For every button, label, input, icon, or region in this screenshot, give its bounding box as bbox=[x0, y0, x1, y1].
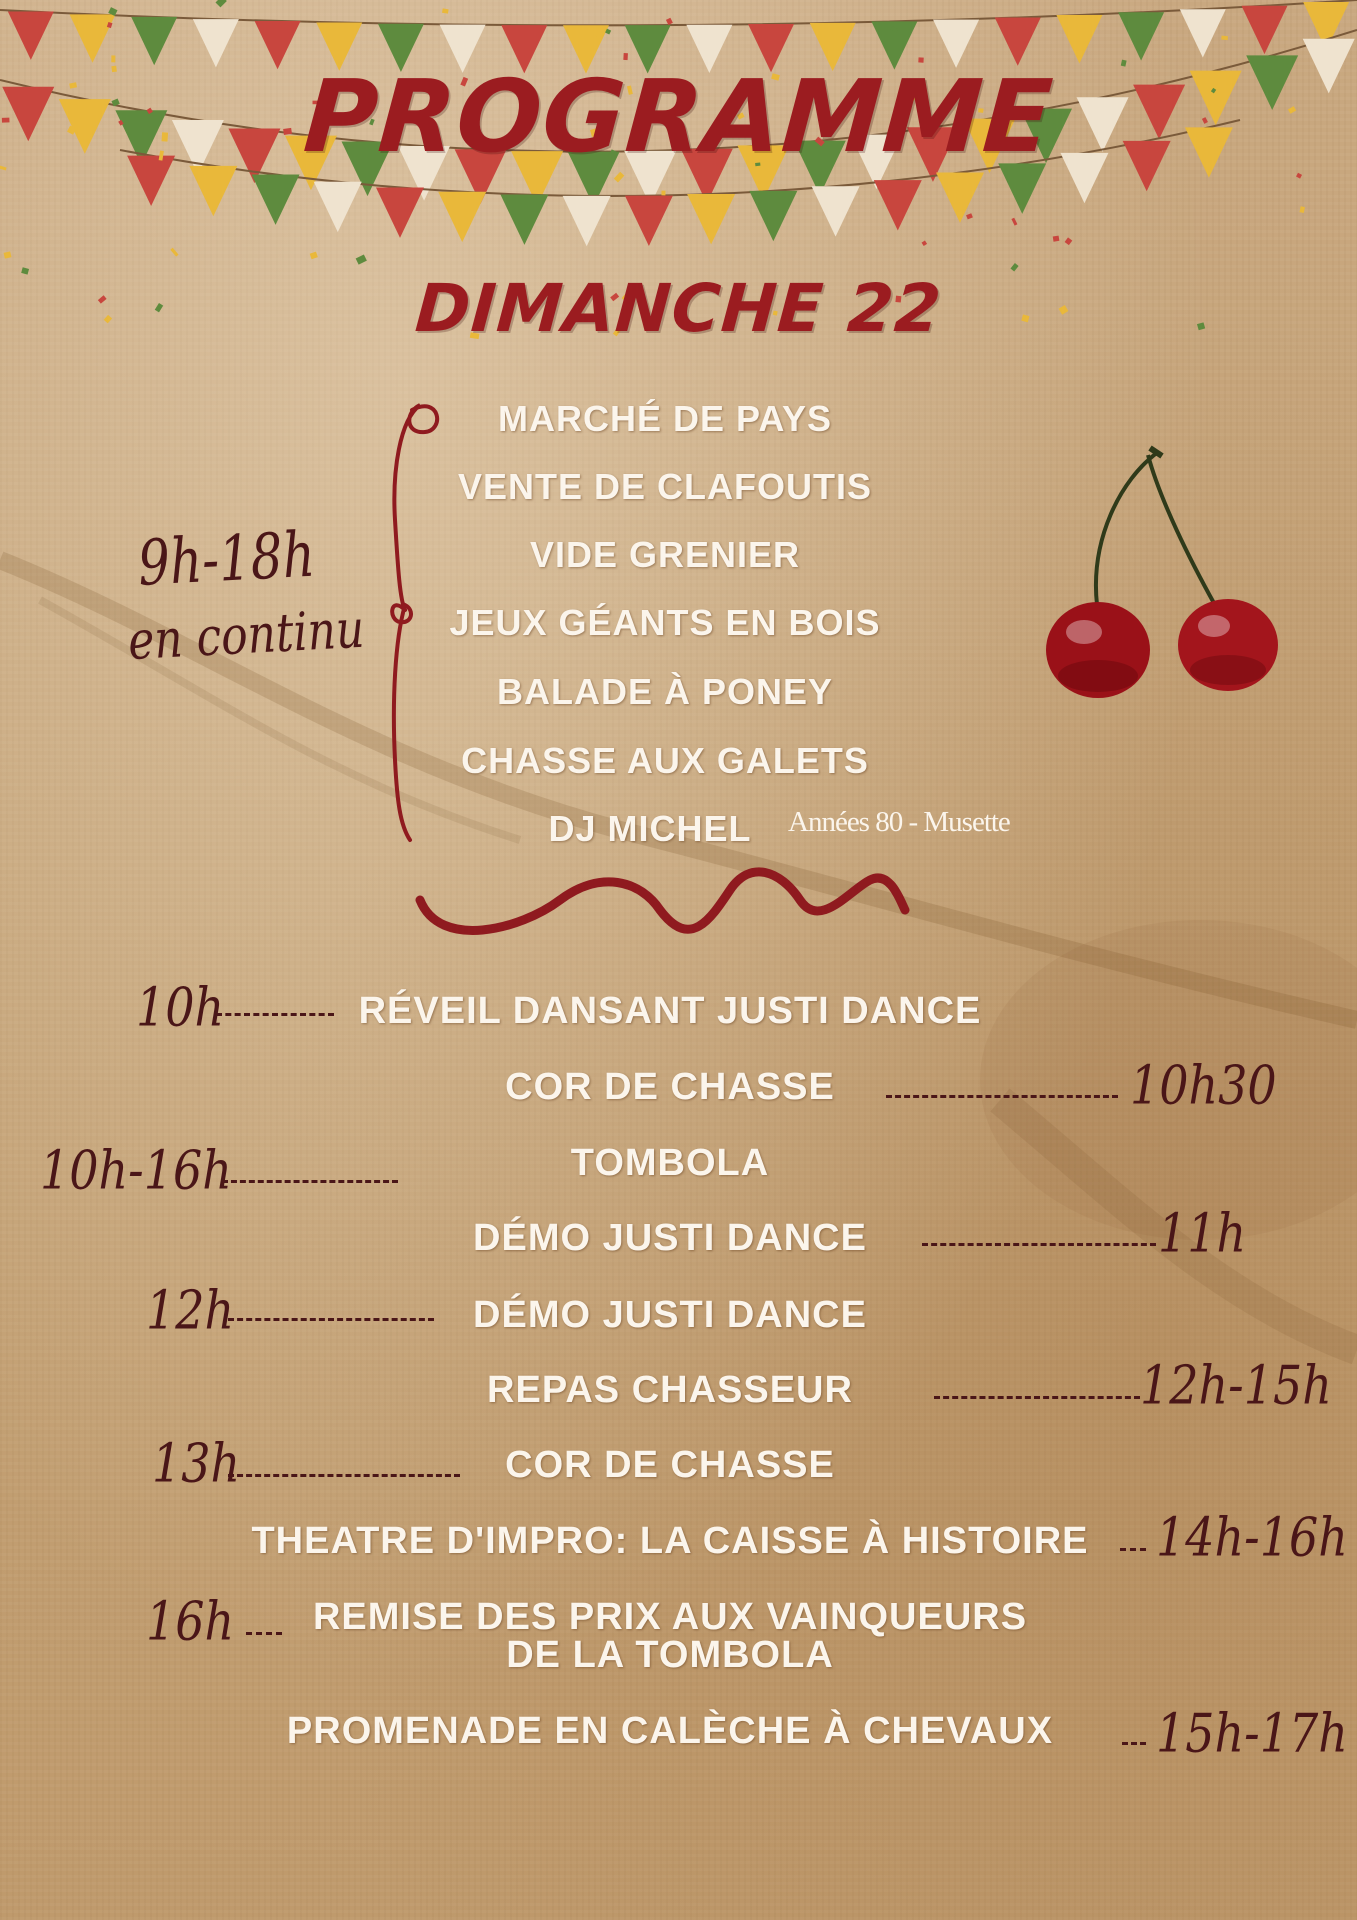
schedule-label: THEATRE D'IMPRO: LA CAISSE À HISTOIRE bbox=[251, 1520, 1089, 1562]
wave-divider-icon bbox=[420, 872, 905, 931]
activity-item: JEUX GÉANTS EN BOIS bbox=[449, 602, 881, 643]
continuous-note: en continu bbox=[126, 598, 366, 673]
schedule-label: COR DE CHASSE bbox=[505, 1066, 835, 1108]
schedule-time: 13h bbox=[152, 1431, 241, 1495]
page-title: PROGRAMME bbox=[300, 58, 1057, 175]
schedule-time: 14h-16h bbox=[1156, 1505, 1348, 1569]
dj-subtitle: Années 80 - Musette bbox=[788, 806, 1010, 838]
schedule-time: 12h bbox=[146, 1278, 235, 1342]
activity-item: MARCHÉ DE PAYS bbox=[497, 398, 833, 439]
activity-item: CHASSE AUX GALETS bbox=[461, 740, 869, 781]
activity-item: VIDE GRENIER bbox=[529, 534, 801, 575]
schedule-time: 12h-15h bbox=[1140, 1353, 1332, 1417]
schedule-label: RÉVEIL DANSANT JUSTI DANCE bbox=[358, 990, 982, 1032]
schedule-time: 10h-16h bbox=[40, 1138, 232, 1202]
schedule-time: 15h-17h bbox=[1156, 1701, 1348, 1765]
cherries-icon bbox=[1046, 448, 1278, 698]
schedule-label: TOMBOLA bbox=[570, 1142, 770, 1184]
schedule-label-line2: DE LA TOMBOLA bbox=[506, 1634, 834, 1676]
continuous-time: 9h-18h bbox=[136, 518, 317, 600]
schedule-label: COR DE CHASSE bbox=[505, 1444, 835, 1486]
schedule-label: PROMENADE EN CALÈCHE À CHEVAUX bbox=[286, 1710, 1054, 1752]
activity-item: VENTE DE CLAFOUTIS bbox=[457, 466, 873, 507]
schedule-time: 16h bbox=[146, 1589, 235, 1653]
schedule-time: 11h bbox=[1158, 1201, 1247, 1265]
schedule-label: DÉMO JUSTI DANCE bbox=[473, 1217, 867, 1259]
schedule-time: 10h30 bbox=[1130, 1053, 1277, 1117]
schedule-label: DÉMO JUSTI DANCE bbox=[473, 1294, 867, 1336]
curly-brace-icon bbox=[392, 405, 437, 840]
schedule-label: REPAS CHASSEUR bbox=[487, 1369, 853, 1411]
event-date: DIMANCHE 22 bbox=[412, 270, 945, 347]
activity-item-dj: DJ MICHEL bbox=[548, 808, 752, 849]
schedule-label: REMISE DES PRIX AUX VAINQUEURS bbox=[312, 1596, 1028, 1638]
activity-item: BALADE À PONEY bbox=[496, 671, 834, 712]
schedule-time: 10h bbox=[136, 975, 225, 1039]
